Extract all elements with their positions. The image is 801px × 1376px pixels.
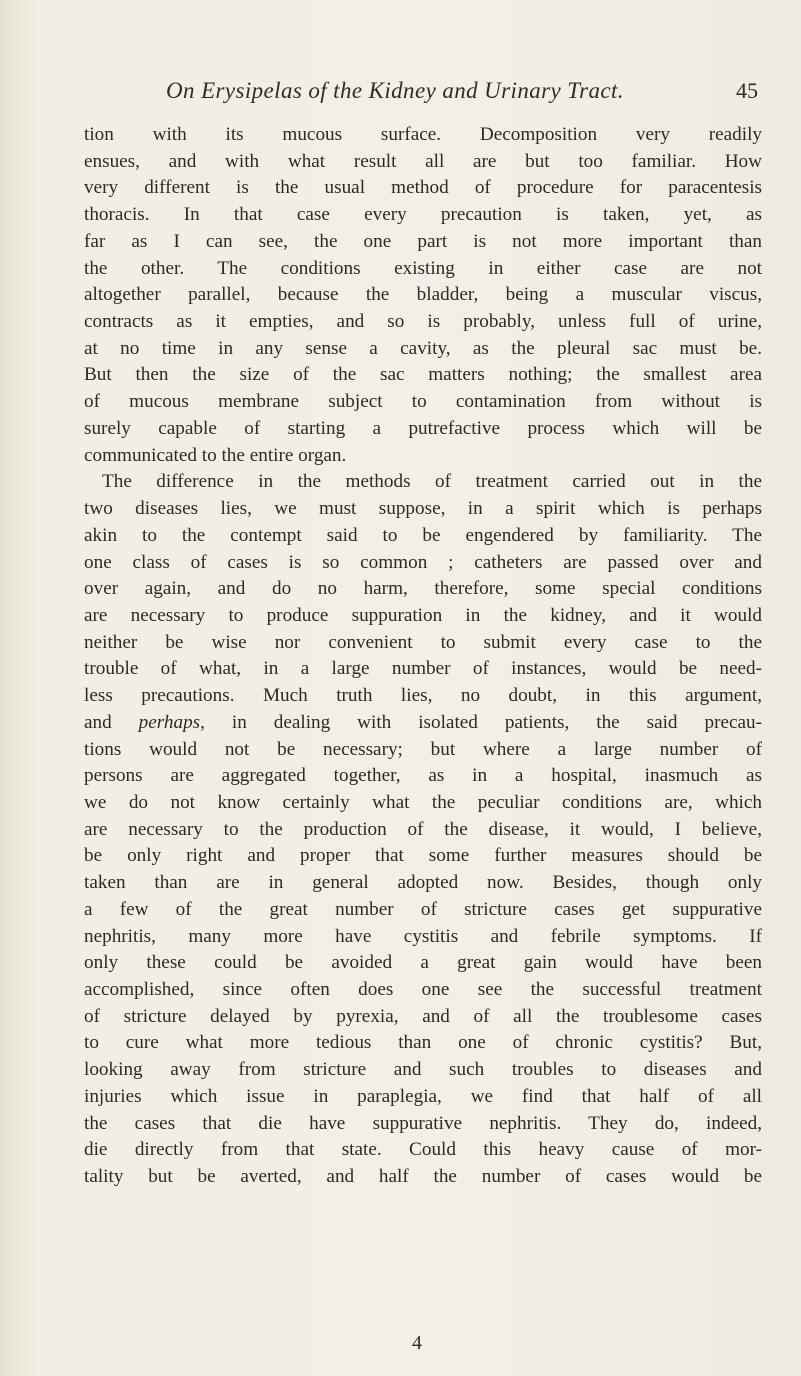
text-line: But then the size of the sac matters nothing; the smallest area [84,364,762,386]
running-head [0,78,801,110]
text-line: accomplished, since often does one see the successful treatment [84,979,762,1000]
text-line: neither be wise nor convenient to submit every case to the [84,631,762,653]
text-line: tality but be averted, and half the number of cases would be [84,1166,762,1188]
text-line: tions would not be necessary; but where a large number of [84,738,762,760]
paragraph-start-line: The difference in the methods of treatment carried out in the [102,471,762,493]
text-line: thoracis. In that case every precaution is taken, yet, as [84,204,762,226]
text-line: tion with its mucous surface. Decomposition very readily [84,124,762,145]
text-line-with-italic: and perhaps, in dealing with isolated patients, the said precau- [84,711,762,733]
page-number: 45 [736,78,758,103]
text-line: of mucous membrane subject to contamination from without is [84,391,762,413]
text-line: communicated to the entire organ. [84,444,347,466]
running-title: On Erysipelas of the Kidney and Urinary Tract. [166,78,624,103]
text-line: be only right and proper that some further measures should be [84,845,762,867]
text-line: of stricture delayed by pyrexia, and of all the troublesome cases [84,1005,762,1027]
text-line: one class of cases is so common ; catheters are passed over and [84,551,762,573]
text-line: nephritis, many more have cystitis and febrile symptoms. If [84,925,762,947]
text-line: to cure what more tedious than one of chronic cystitis? But, [84,1032,762,1054]
text-line: persons are aggregated together, as in a hospital, inasmuch as [84,765,762,787]
text-line: only these could be avoided a great gain would have been [84,952,762,974]
text-line: trouble of what, in a large number of instances, would be need- [84,658,762,680]
text-line: surely capable of starting a putrefactive process which will be [84,417,762,439]
text-line: contracts as it empties, and so is probably, unless full of urine, [84,311,762,333]
text-line: altogether parallel, because the bladder, being a muscular viscus, [84,284,762,306]
text-line: two diseases lies, we must suppose, in a spirit which is perhaps [84,498,762,520]
text-line: die directly from that state. Could this heavy cause of mor- [84,1139,762,1161]
text-line: very different is the usual method of procedure for paracentesis [84,177,762,199]
text-line: a few of the great number of stricture cases get suppurative [84,898,762,920]
text-line: we do not know certainly what the peculiar conditions are, which [84,791,762,813]
text-line: the other. The conditions existing in either case are not [84,257,762,279]
italic-word: perhaps [138,711,201,733]
signature-mark: 4 [412,1332,422,1354]
text-line: are necessary to produce suppuration in the kidney, and it would [84,604,762,626]
text-line: looking away from stricture and such troubles to diseases and [84,1059,762,1081]
text-line: are necessary to the production of the disease, it would, I believe, [84,818,762,840]
text-line: far as I can see, the one part is not more important than [84,230,762,252]
text-line: less precautions. Much truth lies, no doubt, in this argument, [84,685,762,707]
text-line: akin to the contempt said to be engendered by familiarity. The [84,524,762,546]
text-line: ensues, and with what result all are but too familiar. How [84,150,762,172]
text-line: injuries which issue in paraplegia, we find that half of all [84,1085,762,1107]
text-line: taken than are in general adopted now. Besides, though only [84,872,762,894]
text-line: the cases that die have suppurative nephritis. They do, indeed, [84,1112,762,1134]
body-text [84,122,762,1191]
text-line: at no time in any sense a cavity, as the pleural sac must be. [84,337,762,359]
text-line: over again, and do no harm, therefore, some special conditions [84,578,762,600]
